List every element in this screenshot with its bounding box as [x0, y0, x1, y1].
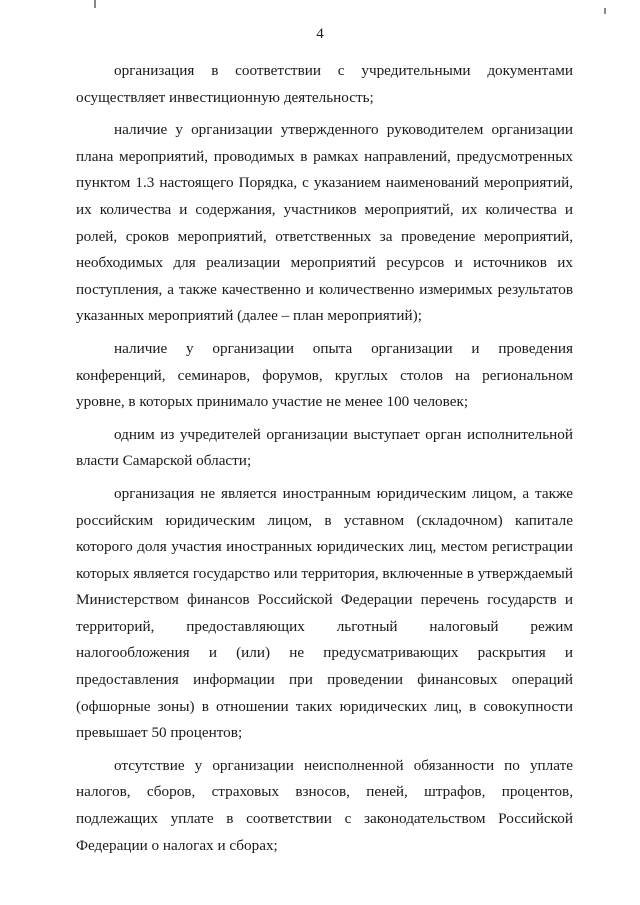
- scan-mark-left: [94, 0, 96, 8]
- paragraph-not-foreign-entity: организация не является иностранным юридическим лицом, а также российским юридическим лицом, в уставном (складочном) капитале которого доля участия иностранных юридических лиц, местом регистрации которых является государство или территория, включенные в утверждаемый Министерством финансов Российской Федерации перечень государств и территорий, предоставляющих льготный налоговый режим налогообложения и (или) не предусматривающих раскрытия и предоставления информации при проведении финансовых операций (офшорные зоны) в отношении таких юридических лиц, в совокупности превышает 50 процентов;: [76, 484, 573, 742]
- document-body: [76, 58, 573, 859]
- paragraph-event-plan: наличие у организации утвержденного руководителем организации плана мероприятий, проводимых в рамках направлений, предусмотренных пунктом 1.3 настоящего Порядка, с указанием наименований мероприятий, их количества и содержания, участников мероприятий, их количества и ролей, сроков мероприятий, ответственных за проведение мероприятий, необходимых для реализации мероприятий ресурсов и источников их поступления, а также качественно и количественно измеримых результатов указанных мероприятий (далее – план мероприятий);: [76, 121, 573, 325]
- scan-mark-right: [604, 8, 606, 14]
- paragraph-no-tax-debt: отсутствие у организации неисполненной обязанности по уплате налогов, сборов, страховых взносов, пеней, штрафов, процентов, подлежащих уплате в соответствии с законодательством Российской Федерации о налогах и сборах;: [76, 756, 573, 854]
- paragraph-investment-activity: организация в соответствии с учредительными документами осуществляет инвестиционную деятельность;: [76, 62, 573, 106]
- paragraph-experience: наличие у организации опыта организации и проведения конференций, семинаров, форумов, круглых столов на региональном уровне, в которых принимало участие не менее 100 человек;: [76, 339, 573, 411]
- paragraph-founder: одним из учредителей организации выступает орган исполнительной власти Самарской области;: [76, 425, 573, 470]
- page-number: 4: [316, 26, 324, 42]
